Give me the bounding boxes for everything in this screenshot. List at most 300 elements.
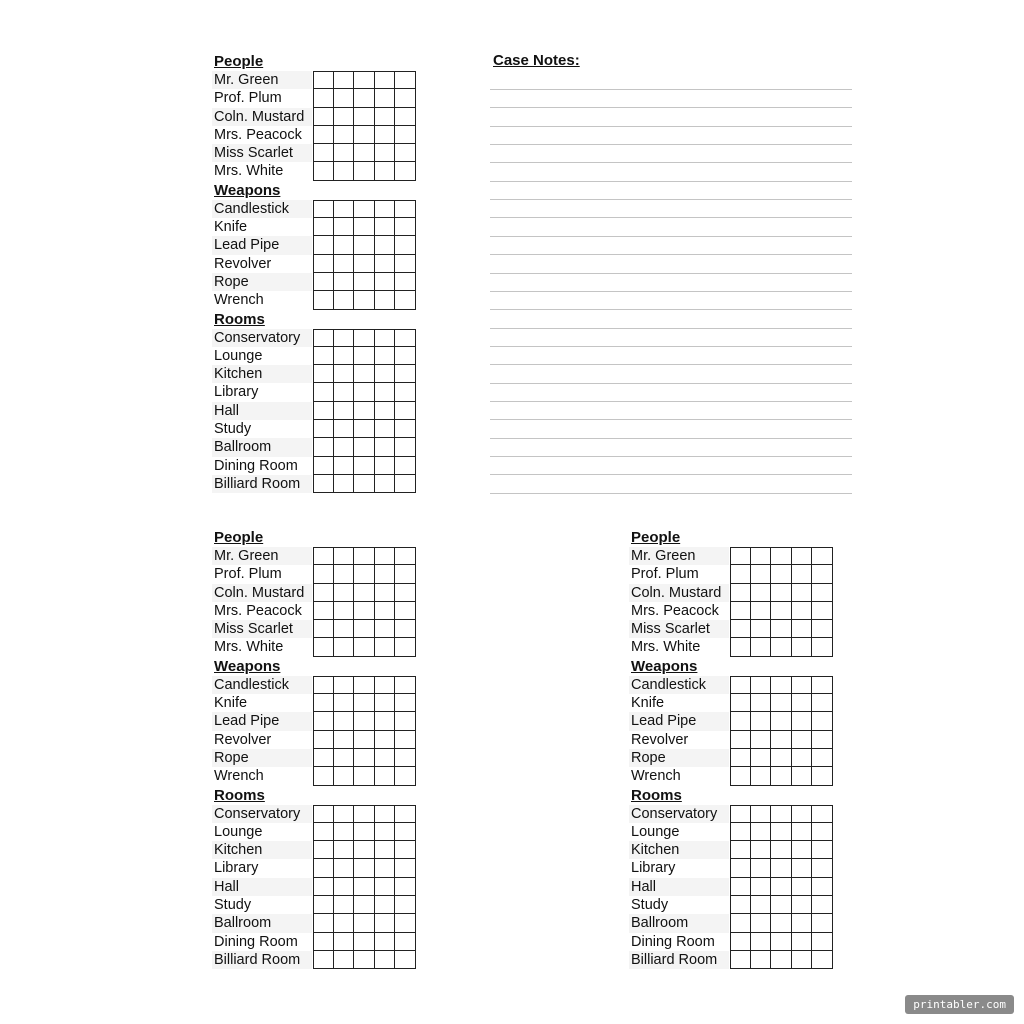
checkbox-cell[interactable] [751,933,772,951]
checkbox-cell[interactable] [395,475,416,493]
checkbox-cell[interactable] [354,365,375,383]
checkbox-cell[interactable] [730,896,751,914]
checkbox-cell[interactable] [812,951,833,969]
checkbox-cell[interactable] [751,694,772,712]
checkbox-cell[interactable] [334,329,355,347]
checkbox-cell[interactable] [751,914,772,932]
checkbox-cell[interactable] [375,89,396,107]
checkbox-cell[interactable] [730,914,751,932]
checkbox-cell[interactable] [375,841,396,859]
checkbox-cell[interactable] [771,731,792,749]
checkbox-cell[interactable] [354,914,375,932]
note-line[interactable] [490,456,852,457]
checkbox-cell[interactable] [395,383,416,401]
checkbox-cell[interactable] [313,329,334,347]
checkbox-cell[interactable] [395,859,416,877]
checkbox-cell[interactable] [812,694,833,712]
checkbox-cell[interactable] [395,108,416,126]
checkbox-cell[interactable] [313,273,334,291]
checkbox-cell[interactable] [812,602,833,620]
checkbox-cell[interactable] [792,805,813,823]
checkbox-cell[interactable] [354,420,375,438]
checkbox-cell[interactable] [812,767,833,785]
checkbox-cell[interactable] [395,71,416,89]
checkbox-cell[interactable] [375,402,396,420]
note-line[interactable] [490,419,852,420]
checkbox-cell[interactable] [354,602,375,620]
checkbox-cell[interactable] [334,602,355,620]
checkbox-cell[interactable] [354,144,375,162]
checkbox-cell[interactable] [375,457,396,475]
checkbox-cell[interactable] [812,620,833,638]
checkbox-cell[interactable] [313,565,334,583]
checkbox-cell[interactable] [354,859,375,877]
checkbox-cell[interactable] [313,200,334,218]
checkbox-cell[interactable] [375,162,396,180]
checkbox-cell[interactable] [313,291,334,309]
checkbox-cell[interactable] [792,620,813,638]
checkbox-cell[interactable] [313,108,334,126]
checkbox-cell[interactable] [354,584,375,602]
checkbox-cell[interactable] [792,767,813,785]
checkbox-cell[interactable] [771,878,792,896]
checkbox-cell[interactable] [771,547,792,565]
checkbox-cell[interactable] [354,951,375,969]
checkbox-cell[interactable] [792,841,813,859]
checkbox-cell[interactable] [313,712,334,730]
checkbox-cell[interactable] [395,273,416,291]
checkbox-cell[interactable] [375,547,396,565]
checkbox-cell[interactable] [334,749,355,767]
checkbox-cell[interactable] [354,620,375,638]
checkbox-cell[interactable] [354,805,375,823]
checkbox-cell[interactable] [375,584,396,602]
checkbox-cell[interactable] [730,676,751,694]
checkbox-cell[interactable] [334,273,355,291]
checkbox-cell[interactable] [792,933,813,951]
checkbox-cell[interactable] [334,365,355,383]
checkbox-cell[interactable] [375,951,396,969]
checkbox-cell[interactable] [313,126,334,144]
checkbox-cell[interactable] [354,291,375,309]
checkbox-cell[interactable] [812,914,833,932]
checkbox-cell[interactable] [751,731,772,749]
checkbox-cell[interactable] [313,218,334,236]
checkbox-cell[interactable] [395,420,416,438]
checkbox-cell[interactable] [375,749,396,767]
checkbox-cell[interactable] [354,933,375,951]
checkbox-cell[interactable] [334,347,355,365]
checkbox-cell[interactable] [730,859,751,877]
checkbox-cell[interactable] [375,420,396,438]
checkbox-cell[interactable] [375,620,396,638]
checkbox-cell[interactable] [375,126,396,144]
checkbox-cell[interactable] [313,731,334,749]
checkbox-cell[interactable] [375,914,396,932]
checkbox-cell[interactable] [375,218,396,236]
checkbox-cell[interactable] [771,805,792,823]
checkbox-cell[interactable] [354,255,375,273]
checkbox-cell[interactable] [313,438,334,456]
checkbox-cell[interactable] [313,162,334,180]
checkbox-cell[interactable] [334,291,355,309]
checkbox-cell[interactable] [313,347,334,365]
checkbox-cell[interactable] [771,565,792,583]
note-line[interactable] [490,346,852,347]
checkbox-cell[interactable] [334,805,355,823]
checkbox-cell[interactable] [354,236,375,254]
checkbox-cell[interactable] [375,859,396,877]
checkbox-cell[interactable] [730,951,751,969]
note-line[interactable] [490,217,852,218]
checkbox-cell[interactable] [313,805,334,823]
checkbox-cell[interactable] [395,933,416,951]
checkbox-cell[interactable] [354,402,375,420]
checkbox-cell[interactable] [375,896,396,914]
checkbox-cell[interactable] [354,89,375,107]
checkbox-cell[interactable] [354,273,375,291]
checkbox-cell[interactable] [771,676,792,694]
checkbox-cell[interactable] [334,565,355,583]
checkbox-cell[interactable] [751,620,772,638]
checkbox-cell[interactable] [313,402,334,420]
checkbox-cell[interactable] [313,365,334,383]
checkbox-cell[interactable] [354,694,375,712]
note-line[interactable] [490,364,852,365]
checkbox-cell[interactable] [771,694,792,712]
checkbox-cell[interactable] [792,676,813,694]
checkbox-cell[interactable] [354,475,375,493]
checkbox-cell[interactable] [313,878,334,896]
checkbox-cell[interactable] [792,951,813,969]
checkbox-cell[interactable] [395,402,416,420]
checkbox-cell[interactable] [395,805,416,823]
note-line[interactable] [490,144,852,145]
note-line[interactable] [490,89,852,90]
checkbox-cell[interactable] [395,255,416,273]
checkbox-cell[interactable] [313,144,334,162]
checkbox-cell[interactable] [354,638,375,656]
note-line[interactable] [490,181,852,182]
note-line[interactable] [490,236,852,237]
checkbox-cell[interactable] [812,584,833,602]
checkbox-cell[interactable] [334,89,355,107]
checkbox-cell[interactable] [334,896,355,914]
checkbox-cell[interactable] [395,457,416,475]
checkbox-cell[interactable] [771,638,792,656]
checkbox-cell[interactable] [313,859,334,877]
checkbox-cell[interactable] [792,694,813,712]
checkbox-cell[interactable] [375,71,396,89]
checkbox-cell[interactable] [313,694,334,712]
checkbox-cell[interactable] [334,402,355,420]
checkbox-cell[interactable] [375,638,396,656]
checkbox-cell[interactable] [375,365,396,383]
checkbox-cell[interactable] [771,841,792,859]
checkbox-cell[interactable] [792,638,813,656]
checkbox-cell[interactable] [334,694,355,712]
checkbox-cell[interactable] [812,565,833,583]
checkbox-cell[interactable] [334,620,355,638]
checkbox-cell[interactable] [375,878,396,896]
checkbox-cell[interactable] [395,878,416,896]
checkbox-cell[interactable] [334,108,355,126]
checkbox-cell[interactable] [812,749,833,767]
checkbox-cell[interactable] [812,878,833,896]
checkbox-cell[interactable] [313,767,334,785]
note-line[interactable] [490,273,852,274]
checkbox-cell[interactable] [334,676,355,694]
checkbox-cell[interactable] [375,933,396,951]
checkbox-cell[interactable] [313,236,334,254]
checkbox-cell[interactable] [395,951,416,969]
checkbox-cell[interactable] [354,878,375,896]
note-line[interactable] [490,383,852,384]
checkbox-cell[interactable] [730,584,751,602]
checkbox-cell[interactable] [313,896,334,914]
checkbox-cell[interactable] [375,273,396,291]
checkbox-cell[interactable] [730,823,751,841]
note-line[interactable] [490,493,852,494]
checkbox-cell[interactable] [751,896,772,914]
checkbox-cell[interactable] [730,731,751,749]
checkbox-cell[interactable] [354,126,375,144]
checkbox-cell[interactable] [751,602,772,620]
checkbox-cell[interactable] [334,951,355,969]
checkbox-cell[interactable] [313,457,334,475]
checkbox-cell[interactable] [334,547,355,565]
checkbox-cell[interactable] [375,236,396,254]
checkbox-cell[interactable] [313,951,334,969]
checkbox-cell[interactable] [334,823,355,841]
checkbox-cell[interactable] [354,218,375,236]
note-line[interactable] [490,162,852,163]
checkbox-cell[interactable] [395,291,416,309]
checkbox-cell[interactable] [751,638,772,656]
checkbox-cell[interactable] [395,126,416,144]
checkbox-cell[interactable] [751,805,772,823]
checkbox-cell[interactable] [354,438,375,456]
checkbox-cell[interactable] [395,347,416,365]
checkbox-cell[interactable] [395,144,416,162]
checkbox-cell[interactable] [751,749,772,767]
checkbox-cell[interactable] [730,841,751,859]
checkbox-cell[interactable] [730,565,751,583]
checkbox-cell[interactable] [730,547,751,565]
checkbox-cell[interactable] [792,749,813,767]
checkbox-cell[interactable] [334,255,355,273]
checkbox-cell[interactable] [334,767,355,785]
checkbox-cell[interactable] [313,933,334,951]
checkbox-cell[interactable] [354,108,375,126]
checkbox-cell[interactable] [395,914,416,932]
checkbox-cell[interactable] [375,438,396,456]
checkbox-cell[interactable] [395,638,416,656]
checkbox-cell[interactable] [812,896,833,914]
checkbox-cell[interactable] [313,841,334,859]
checkbox-cell[interactable] [730,933,751,951]
checkbox-cell[interactable] [792,547,813,565]
checkbox-cell[interactable] [375,767,396,785]
checkbox-cell[interactable] [771,933,792,951]
checkbox-cell[interactable] [334,438,355,456]
checkbox-cell[interactable] [792,565,813,583]
checkbox-cell[interactable] [395,676,416,694]
checkbox-cell[interactable] [354,767,375,785]
checkbox-cell[interactable] [730,878,751,896]
checkbox-cell[interactable] [395,218,416,236]
checkbox-cell[interactable] [354,896,375,914]
checkbox-cell[interactable] [375,108,396,126]
checkbox-cell[interactable] [395,841,416,859]
checkbox-cell[interactable] [395,200,416,218]
checkbox-cell[interactable] [395,712,416,730]
checkbox-cell[interactable] [334,475,355,493]
checkbox-cell[interactable] [334,236,355,254]
checkbox-cell[interactable] [771,712,792,730]
checkbox-cell[interactable] [771,951,792,969]
checkbox-cell[interactable] [395,89,416,107]
checkbox-cell[interactable] [812,805,833,823]
checkbox-cell[interactable] [771,749,792,767]
note-line[interactable] [490,126,852,127]
checkbox-cell[interactable] [313,638,334,656]
checkbox-cell[interactable] [395,749,416,767]
checkbox-cell[interactable] [395,365,416,383]
checkbox-cell[interactable] [334,420,355,438]
checkbox-cell[interactable] [730,694,751,712]
checkbox-cell[interactable] [395,162,416,180]
checkbox-cell[interactable] [395,438,416,456]
checkbox-cell[interactable] [730,767,751,785]
checkbox-cell[interactable] [751,841,772,859]
checkbox-cell[interactable] [354,329,375,347]
checkbox-cell[interactable] [334,162,355,180]
checkbox-cell[interactable] [354,71,375,89]
checkbox-cell[interactable] [313,547,334,565]
checkbox-cell[interactable] [751,712,772,730]
checkbox-cell[interactable] [334,712,355,730]
checkbox-cell[interactable] [751,584,772,602]
checkbox-cell[interactable] [771,602,792,620]
checkbox-cell[interactable] [375,347,396,365]
checkbox-cell[interactable] [792,823,813,841]
checkbox-cell[interactable] [375,565,396,583]
checkbox-cell[interactable] [354,749,375,767]
note-line[interactable] [490,438,852,439]
checkbox-cell[interactable] [334,218,355,236]
checkbox-cell[interactable] [375,291,396,309]
checkbox-cell[interactable] [395,896,416,914]
checkbox-cell[interactable] [751,767,772,785]
checkbox-cell[interactable] [771,767,792,785]
checkbox-cell[interactable] [313,584,334,602]
checkbox-cell[interactable] [812,638,833,656]
checkbox-cell[interactable] [334,859,355,877]
checkbox-cell[interactable] [313,420,334,438]
checkbox-cell[interactable] [313,475,334,493]
checkbox-cell[interactable] [812,676,833,694]
checkbox-cell[interactable] [395,547,416,565]
checkbox-cell[interactable] [313,676,334,694]
checkbox-cell[interactable] [812,712,833,730]
note-line[interactable] [490,328,852,329]
checkbox-cell[interactable] [751,859,772,877]
checkbox-cell[interactable] [812,859,833,877]
checkbox-cell[interactable] [313,620,334,638]
checkbox-cell[interactable] [395,694,416,712]
checkbox-cell[interactable] [792,712,813,730]
checkbox-cell[interactable] [395,584,416,602]
checkbox-cell[interactable] [313,749,334,767]
checkbox-cell[interactable] [771,823,792,841]
checkbox-cell[interactable] [375,329,396,347]
checkbox-cell[interactable] [375,731,396,749]
checkbox-cell[interactable] [812,823,833,841]
checkbox-cell[interactable] [354,731,375,749]
checkbox-cell[interactable] [395,329,416,347]
note-line[interactable] [490,401,852,402]
checkbox-cell[interactable] [354,200,375,218]
checkbox-cell[interactable] [751,547,772,565]
checkbox-cell[interactable] [375,200,396,218]
checkbox-cell[interactable] [771,896,792,914]
checkbox-cell[interactable] [334,383,355,401]
checkbox-cell[interactable] [354,565,375,583]
checkbox-cell[interactable] [313,89,334,107]
checkbox-cell[interactable] [313,71,334,89]
checkbox-cell[interactable] [334,457,355,475]
note-line[interactable] [490,254,852,255]
note-line[interactable] [490,474,852,475]
checkbox-cell[interactable] [334,126,355,144]
note-line[interactable] [490,309,852,310]
checkbox-cell[interactable] [354,162,375,180]
note-line[interactable] [490,107,852,108]
checkbox-cell[interactable] [375,383,396,401]
checkbox-cell[interactable] [730,712,751,730]
checkbox-cell[interactable] [334,933,355,951]
checkbox-cell[interactable] [334,144,355,162]
checkbox-cell[interactable] [334,878,355,896]
checkbox-cell[interactable] [771,914,792,932]
checkbox-cell[interactable] [792,878,813,896]
checkbox-cell[interactable] [375,602,396,620]
checkbox-cell[interactable] [354,383,375,401]
checkbox-cell[interactable] [334,638,355,656]
checkbox-cell[interactable] [375,823,396,841]
checkbox-cell[interactable] [375,255,396,273]
checkbox-cell[interactable] [375,712,396,730]
checkbox-cell[interactable] [375,475,396,493]
checkbox-cell[interactable] [751,676,772,694]
checkbox-cell[interactable] [334,200,355,218]
checkbox-cell[interactable] [730,620,751,638]
checkbox-cell[interactable] [375,805,396,823]
checkbox-cell[interactable] [792,584,813,602]
checkbox-cell[interactable] [354,676,375,694]
checkbox-cell[interactable] [792,859,813,877]
checkbox-cell[interactable] [313,823,334,841]
checkbox-cell[interactable] [730,602,751,620]
checkbox-cell[interactable] [395,767,416,785]
checkbox-cell[interactable] [334,584,355,602]
checkbox-cell[interactable] [792,731,813,749]
checkbox-cell[interactable] [730,805,751,823]
checkbox-cell[interactable] [354,712,375,730]
checkbox-cell[interactable] [751,951,772,969]
checkbox-cell[interactable] [812,933,833,951]
